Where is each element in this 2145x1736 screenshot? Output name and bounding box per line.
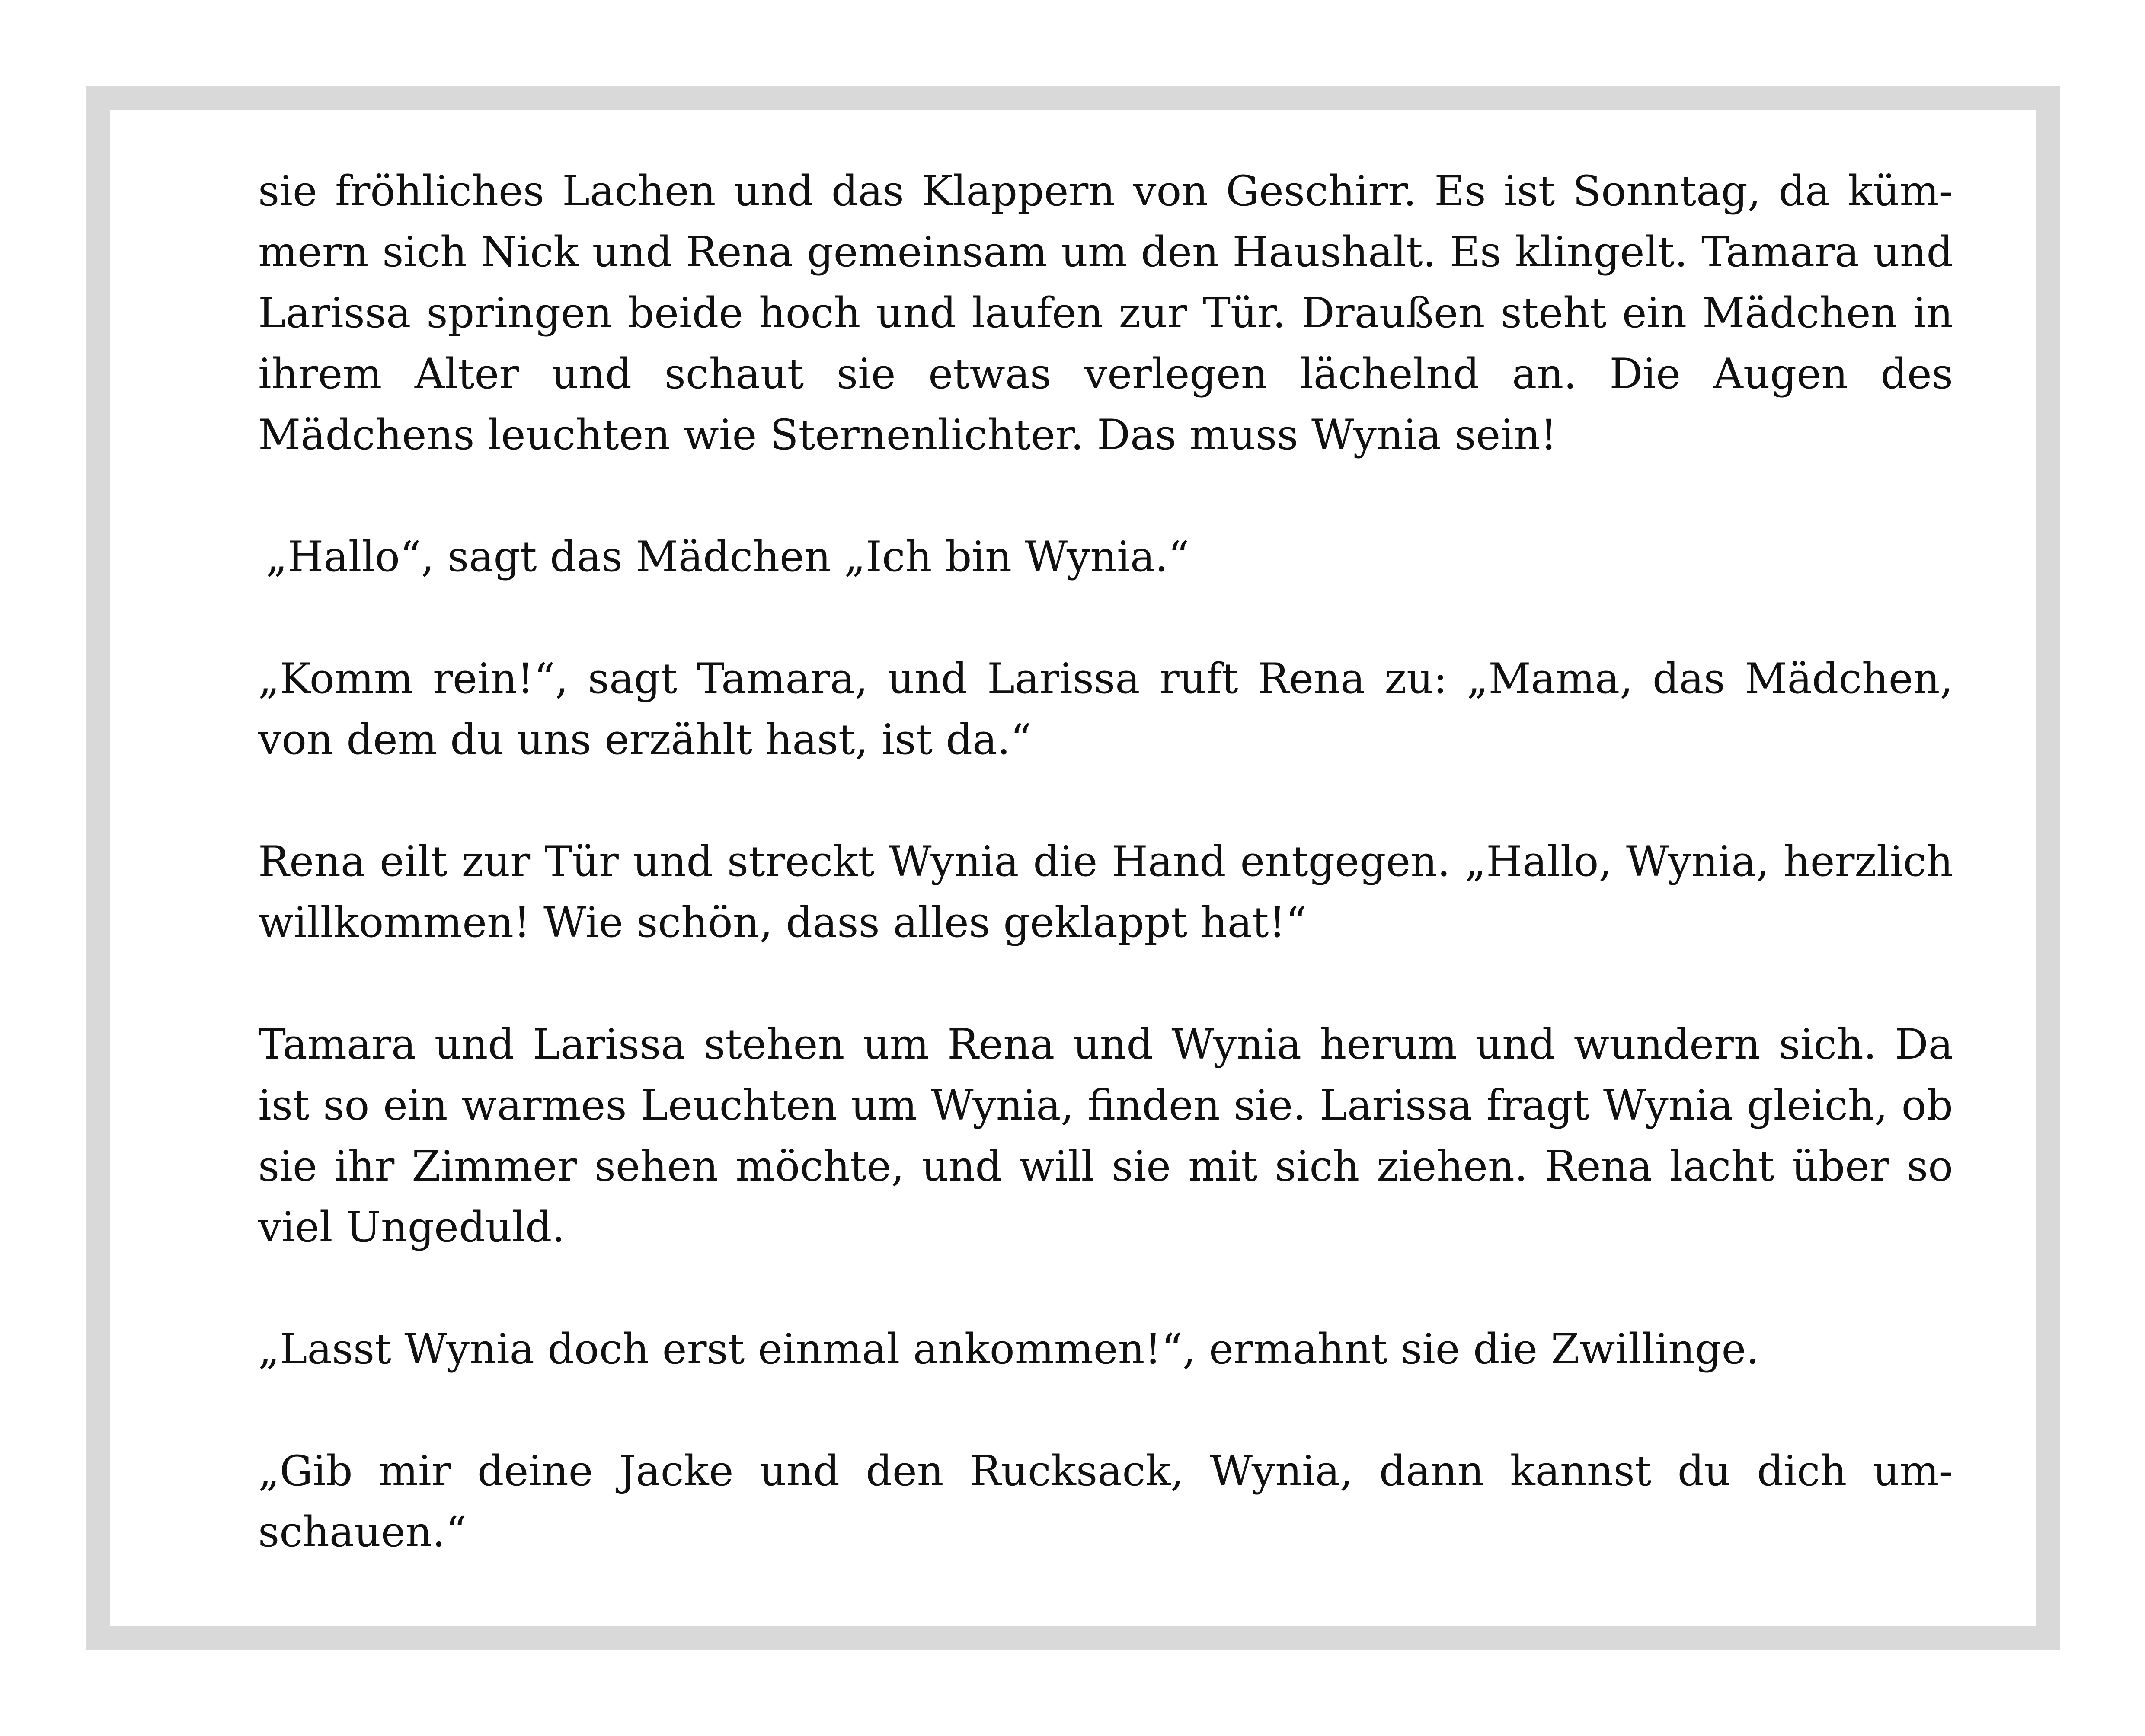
- paragraph-7: „Gib mir deine Jacke und den Rucksack, Wynia, dann kannst du dich um-schauen.“: [258, 1447, 1953, 1556]
- paragraph-6: „Lasst Wynia doch erst einmal ankommen!“, ermahnt sie die Zwillinge.: [258, 1325, 1759, 1373]
- paragraph-2: „Hallo“, sagt das Mädchen „Ich bin Wynia.“: [266, 533, 1189, 581]
- paragraph-3: „Komm rein!“, sagt Tamara, und Larissa ruft Rena zu: „Mama, das Mädchen, von dem du uns erzählt hast, ist da.“: [258, 654, 1953, 764]
- paragraph-1: sie fröhliches Lachen und das Klappern von Geschirr. Es ist Sonntag, da küm-mern sich Nick und Rena gemeinsam um den Haushalt. Es klingelt. Tamara und Larissa springen beide hoch und laufen zur Tür. Draußen steht ein Mädchen in ihrem Alter und schaut sie etwas verlegen lächelnd an. Die Augen des Mädchens leuchten wie Sternenlichter. Das muss Wynia sein!: [258, 167, 1953, 459]
- paragraph-4: Rena eilt zur Tür und streckt Wynia die Hand entgegen. „Hallo, Wynia, herzlich willkommen! Wie schön, dass alles geklappt hat!“: [258, 837, 1953, 947]
- text-body: [258, 161, 1953, 1563]
- paragraph-5: Tamara und Larissa stehen um Rena und Wynia herum und wundern sich. Da ist so ein warmes Leuchten um Wynia, finden sie. Larissa fragt Wynia gleich, ob sie ihr Zimmer sehen möchte, und will sie mit sich ziehen. Rena lacht über so viel Ungeduld.: [258, 1020, 1953, 1251]
